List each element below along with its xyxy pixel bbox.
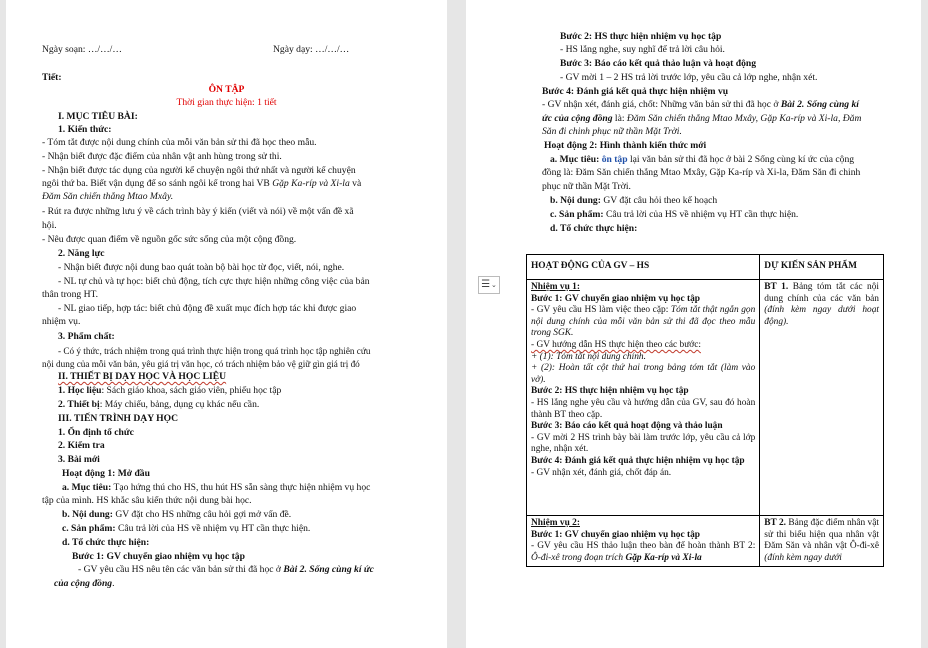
kt-line-4a: - Rút ra được những lưu ý về cách trình bày ý kiến (viết và nói) về một vấn đề xã [42, 206, 354, 217]
kt-line-1: - Tóm tắt được nội dung chính của mỗi văn bản sử thi đã học theo mẫu. [42, 137, 317, 148]
ngay-day: Ngày dạy: …/…/… [273, 44, 350, 55]
buoc-3-heading: Bước 3: Báo cáo kết quả thảo luận và hoạt động [560, 58, 757, 69]
hd1-san-pham: c. Sản phẩm: Câu trả lời của HS về nhiệm vụ HT cần thực hiện. [62, 523, 311, 534]
section-1-heading: I. MỤC TIÊU BÀI: [58, 111, 138, 122]
page-subtitle: Thời gian thực hiện: 1 tiết [176, 97, 277, 108]
kt-line-2: - Nhận biết được đặc điểm của nhân vật anh hùng trong sử thi. [42, 151, 282, 162]
ngay-soan: Ngày soạn: …/…/… [42, 44, 122, 55]
kt-line-3c: Đăm Săn chiến thắng Mtao Mxây. [42, 191, 174, 202]
nl-line-3b: nhiệm vụ. [42, 316, 81, 327]
nl-line-2a: - NL tự chủ và tự học: biết chủ động, tích cực thực hiện những công việc của bản [58, 276, 370, 287]
hd2-muc-tieu-3: phục nữ thần Mặt Trời. [542, 181, 631, 192]
table-row [527, 280, 884, 516]
nv1-buoc-1: Bước 1: GV chuyển giao nhiệm vụ học tập [531, 293, 700, 304]
kt-line-3b: ngôi thứ ba. Biết vận dụng để so sánh ngôi kể trong hai VB Gặp Ka-ríp và Xi-la và [42, 178, 362, 189]
nv1-buoc-4-text: - GV nhận xét, đánh giá, chốt đáp án. [531, 467, 672, 478]
hoc-lieu-line: 1. Học liệu: Sách giáo khoa, sách giáo viên, phiếu học tập [58, 385, 282, 396]
kt-line-5: - Nêu được quan điểm về nguồn gốc sức sống của một cộng đồng. [42, 234, 297, 245]
buoc-2-heading: Bước 2: HS thực hiện nhiệm vụ học tập [560, 31, 722, 42]
nv1-buoc-1-text: - GV yêu cầu HS làm việc theo cặp: Tóm tắt thật ngắn gọn nội dung chính của mỗi văn bản sử thi đã đọc theo mẫu trong SGK. [531, 305, 756, 339]
buoc-4-text-2: ức của cộng đồng là: Đăm Săn chiến thắng Mtao Mxây, Gặp Ka-ríp và Xi-la, Đăm [542, 113, 862, 124]
hd1-to-chuc: d. Tổ chức thực hiện: [62, 537, 150, 548]
nv1-buoc-4: Bước 4: Đánh giá kết quả thực hiện nhiệm vụ học tập [531, 455, 745, 466]
nv2-buoc-1-text: - GV yêu cầu HS thảo luận theo bàn để hoàn thành BT 2: Ô-đi-xê trong đoạn trích Gặp Ka-ríp và Xi-la [531, 541, 756, 563]
nv1-buoc-2-text: - HS lắng nghe yêu cầu và hướng dẫn của GV, sau đó hoàn thành BT theo cặp. [531, 397, 756, 420]
nv1-step-2: + (2): Hoàn tất cột thứ hai trong bảng tóm tắt (làm vào vở). [531, 363, 756, 385]
col-header-product: DỰ KIẾN SẢN PHẨM [760, 255, 884, 280]
table-cell-activity-1 [527, 280, 760, 516]
col-header-activity: HOẠT ĐỘNG CỦA GV – HS [527, 255, 760, 280]
document-page-right [466, 0, 921, 648]
table-row [527, 516, 884, 567]
nv1-buoc-2: Bước 2: HS thực hiện nhiệm vụ học tập [531, 386, 689, 397]
hoat-dong-1-heading: Hoạt động 1: Mở đầu [62, 468, 150, 479]
table-cell-product-2: BT 2. Bảng đặc điểm nhân vật sử thi biểu hiện qua nhân vật Đăm Săn và nhân vật Ô-đi-xê (đính kèm ngay dưới [760, 516, 884, 567]
nv1-step-1: + (1): Tóm tắt nội dung chính. [531, 351, 646, 362]
on-dinh-line: 1. Ổn định tổ chức [58, 427, 134, 438]
section-1-2-heading: 2. Năng lực [58, 248, 105, 259]
nv1-buoc-1-text-2: - GV hướng dẫn HS thực hiện theo các bước: [531, 339, 701, 350]
activity-table [526, 254, 884, 567]
buoc-1-text: - GV yêu cầu HS nêu tên các văn bản sử thi đã học ở Bài 2. Sống cùng kí ức [78, 564, 374, 575]
kt-line-4b: hội. [42, 220, 57, 231]
buoc-4-text-3: Săn đi chinh phục nữ thần Mặt Trời. [542, 126, 682, 137]
bai-moi-line: 3. Bài mới [58, 454, 100, 465]
section-3-heading: III. TIẾN TRÌNH DẠY HỌC [58, 413, 179, 424]
tiet-label: Tiết: [42, 72, 62, 83]
hd2-muc-tieu: a. Mục tiêu: ôn tập lại văn bản sử thi đã học ở bài 2 Sống cùng kí ức của cộng [550, 154, 855, 165]
kiem-tra-line: 2. Kiểm tra [58, 440, 105, 451]
pc-line-1b: nội dung của mỗi văn bản, yêu giá trị văn học, có trách nhiệm bảo vệ giữ gìn giá trị đó [42, 359, 360, 369]
hd1-muc-tieu-2: tập của mình. HS khắc sâu kiến thức nội dung bài học. [42, 495, 252, 506]
hd2-san-pham: c. Sản phẩm: Câu trả lời của HS về nhiệm vụ HT cần thực hiện. [550, 209, 799, 220]
table-header-row [527, 255, 884, 280]
section-2-heading: II. THIẾT BỊ DẠY HỌC VÀ HỌC LIỆU [58, 371, 227, 382]
hd2-to-chuc: d. Tổ chức thực hiện: [550, 223, 638, 234]
nl-line-2b: thân trong HT. [42, 289, 99, 300]
buoc-3-text: - GV mời 1 – 2 HS trả lời trước lớp, yêu cầu cả lớp nghe, nhận xét. [560, 72, 818, 83]
nhiem-vu-1-label: Nhiệm vụ 1: [531, 282, 580, 292]
nv1-buoc-3: Bước 3: Báo cáo kết quả hoạt động và thảo luận [531, 421, 723, 432]
hd1-muc-tieu: a. Mục tiêu: Tạo hứng thú cho HS, thu hút HS sẵn sàng thực hiện nhiệm vụ học [62, 482, 371, 493]
nl-line-3a: - NL giao tiếp, hợp tác: biết chủ động đề xuất mục đích hợp tác khi được giao [58, 303, 357, 314]
nv1-buoc-3-text: - GV mời 2 HS trình bày bài làm trước lớp, yêu cầu cả lớp nghe, nhận xét. [531, 432, 756, 455]
buoc-4-text: - GV nhận xét, đánh giá, chốt: Những văn bản sử thi đã học ở Bài 2. Sống cùng kí [542, 99, 859, 110]
section-1-3-heading: 3. Phẩm chất: [58, 331, 115, 342]
nhiem-vu-2-label: Nhiệm vụ 2: [531, 518, 580, 528]
hoat-dong-2-heading: Hoạt động 2: Hình thành kiến thức mới [544, 140, 707, 151]
pc-line-1a: - Có ý thức, trách nhiệm trong quá trình thực hiện trong quá trình học tập nghiên cứu [58, 346, 371, 356]
buoc-1-heading: Bước 1: GV chuyển giao nhiệm vụ học tập [72, 551, 245, 562]
page-title: ÔN TẬP [208, 84, 245, 95]
buoc-2-text: - HS lắng nghe, suy nghĩ để trả lời câu hỏi. [560, 44, 725, 55]
hd2-noi-dung: b. Nội dung: GV đặt câu hỏi theo kế hoạch [550, 195, 718, 206]
table-cell-product-1: BT 1. Bảng tóm tắt các nội dung chính của các văn bản (đính kèm ngay dưới hoạt động). [760, 280, 884, 516]
table-cell-activity-2 [527, 516, 760, 567]
buoc-4-heading: Bước 4: Đánh giá kết quả thực hiện nhiệm vụ [542, 86, 729, 97]
hd2-muc-tieu-2: đồng là: Đăm Săn chiến thắng Mtao Mxây, Gặp Ka-ríp và Xi-la, Đăm Săn đi chinh [542, 167, 861, 178]
buoc-1-text-2: của cộng đồng. [54, 578, 115, 589]
hd1-noi-dung: b. Nội dung: GV đặt cho HS những câu hỏi gợi mở vấn đề. [62, 509, 292, 520]
section-1-1-heading: 1. Kiến thức: [58, 124, 112, 135]
layout-options-icon[interactable]: ☰ ⌄ [478, 276, 500, 294]
thiet-bi-line: 2. Thiết bị: Máy chiếu, bảng, dụng cụ khác nếu cần. [58, 399, 260, 410]
document-page-left [6, 0, 447, 648]
nl-line-1: - Nhận biết được nội dung bao quát toàn bộ bài học từ đọc, viết, nói, nghe. [58, 262, 345, 273]
kt-line-3a: - Nhận biết được tác dụng của người kể chuyện ngôi thứ nhất và người kể chuyện [42, 165, 356, 176]
nv2-buoc-1: Bước 1: GV chuyển giao nhiệm vụ học tập [531, 529, 700, 540]
